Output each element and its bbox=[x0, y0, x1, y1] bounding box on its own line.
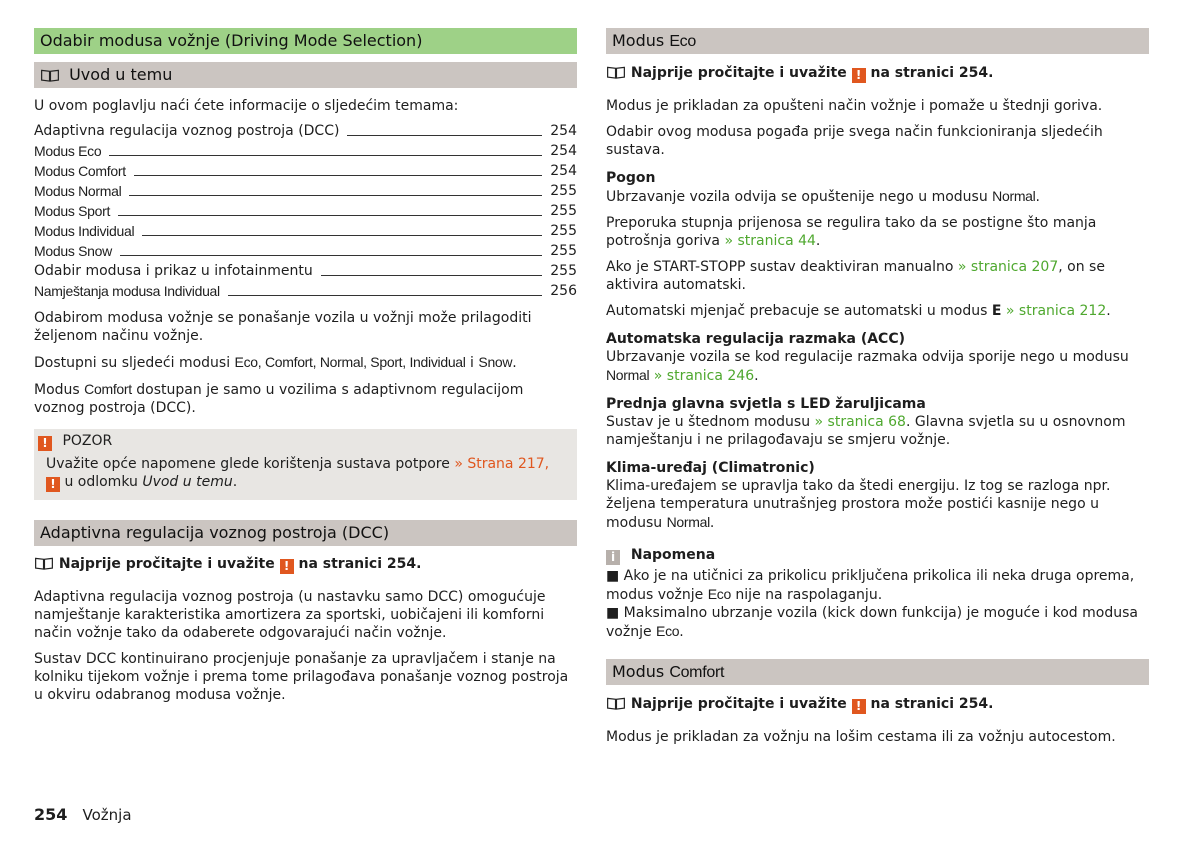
eco-read-first: Najprije pročitajte i uvažite ! na stranici 254. bbox=[606, 64, 1149, 83]
eco-para-2: Odabir ovog modusa pogađa prije svega način funkcioniranja sljedećih sustava. bbox=[606, 124, 1103, 158]
intro-text: U ovom poglavlju naći ćete informacije o sljedećim temama: bbox=[34, 98, 459, 114]
link-stranica-68[interactable]: » stranica 68 bbox=[814, 414, 906, 430]
note-item: ■ Ako je na utičnici za prikolicu priključena prikolica ili neka druga oprema, modus vožnje Eco nije na raspolaganju. bbox=[606, 568, 1135, 603]
book-icon bbox=[34, 557, 54, 570]
dcc-para-1: Adaptivna regulacija voznog postroja (u nastavku samo DCC) omogućuje namještanje karakteristika amortizera za sportski, uobičajeni ili komforni način vožnje tako da odaberete odgovarajući način vožnje. bbox=[34, 589, 546, 641]
toc-item[interactable]: Modus Comfort 254 bbox=[34, 163, 577, 179]
dcc-para-2: Sustav DCC kontinuirano procjenjuje ponašanje za upravljačem i stanje na kolniku tijekom vožnje i prema tome prilagođava ponašanje voznog postroja u okviru odabranog modusa vožnje. bbox=[34, 651, 569, 703]
dcc-read-first: Najprije pročitajte i uvažite ! na stranici 254. bbox=[34, 555, 577, 574]
warning-text: Uvažite opće napomene glede korištenja sustava potpore » Strana 217, ! u odlomku Uvod u temu. bbox=[46, 456, 550, 491]
comfort-para-1: Modus je prikladan za vožnju na lošim cestama ili za vožnju autocestom. bbox=[606, 729, 1116, 745]
note-title-row: i Napomena bbox=[606, 546, 1149, 565]
right-column bbox=[606, 28, 1149, 746]
comfort-heading: Modus Comfort bbox=[606, 659, 1149, 685]
dcc-heading: Adaptivna regulacija voznog postroja (DCC) bbox=[34, 520, 577, 546]
toc-item[interactable]: Modus Snow 255 bbox=[34, 243, 577, 259]
main-heading: Odabir modusa vožnje (Driving Mode Selection) bbox=[34, 28, 577, 54]
warning-icon: ! bbox=[852, 68, 866, 83]
pogon-para-2: Preporuka stupnja prijenosa se regulira tako da se postigne što manja potrošnja goriva » stranica 44. bbox=[606, 215, 1097, 249]
toc-item[interactable]: Odabir modusa i prikaz u infotainmentu 255 bbox=[34, 263, 577, 279]
link-stranica-212[interactable]: » stranica 212 bbox=[1005, 303, 1107, 319]
eco-heading: Modus Eco bbox=[606, 28, 1149, 54]
eco-para-1: Modus je prikladan za opušteni način vožnje i pomaže u štednji goriva. bbox=[606, 98, 1103, 114]
warning-icon: ! bbox=[280, 559, 294, 574]
warning-icon: ! bbox=[46, 477, 60, 492]
pogon-para-1: Ubrzavanje vozila odvija se opuštenije nego u modusu Normal. bbox=[606, 188, 1040, 205]
led-title: Prednja glavna svjetla s LED žaruljicama bbox=[606, 396, 926, 412]
pogon-para-3: Ako je START-STOPP sustav deaktiviran manualno » stranica 207, on se aktivira automatski. bbox=[606, 259, 1105, 293]
link-stranica-44[interactable]: » stranica 44 bbox=[724, 233, 816, 249]
footer-section: Vožnja bbox=[82, 806, 132, 824]
para-modes: Dostupni su sljedeći modusi Eco, Comfort, Normal, Sport, Individual i Snow. bbox=[34, 354, 517, 371]
note-item: ■ Maksimalno ubrzanje vozila (kick down funkcija) je moguće i kod modusa vožnje Eco. bbox=[606, 605, 1138, 640]
page-footer bbox=[34, 805, 132, 824]
warning-link[interactable]: » Strana 217, bbox=[454, 456, 550, 472]
page-number: 254 bbox=[34, 805, 68, 824]
link-stranica-246[interactable]: » stranica 246 bbox=[653, 368, 755, 384]
para-adapt: Odabirom modusa vožnje se ponašanje vozila u vožnji može prilagoditi željenom načinu vožnje. bbox=[34, 310, 532, 344]
book-icon bbox=[606, 697, 626, 710]
klima-para: Klima-uređajem se upravlja tako da štedi energiju. Iz tog se razloga npr. željena temperatura unutrašnjeg prostora može postići kasnije nego u modusu Normal. bbox=[606, 478, 1111, 531]
toc-item[interactable]: Modus Normal 255 bbox=[34, 183, 577, 199]
pogon-title: Pogon bbox=[606, 170, 656, 186]
klima-title: Klima-uređaj (Climatronic) bbox=[606, 460, 815, 476]
book-icon bbox=[40, 69, 60, 82]
left-column bbox=[34, 28, 577, 704]
toc-item[interactable]: Namještanja modusa Individual 256 bbox=[34, 283, 577, 299]
toc-list bbox=[34, 121, 577, 301]
toc-item[interactable]: Modus Individual 255 bbox=[34, 223, 577, 239]
acc-title: Automatska regulacija razmaka (ACC) bbox=[606, 331, 906, 347]
warning-icon: ! bbox=[852, 699, 866, 714]
para-comfort: Modus Comfort dostupan je samo u vozilima s adaptivnom regulacijom voznog postroja (DCC). bbox=[34, 381, 524, 416]
toc-item[interactable]: Modus Eco 254 bbox=[34, 143, 577, 159]
comfort-read-first: Najprije pročitajte i uvažite ! na stranici 254. bbox=[606, 695, 1149, 714]
info-icon: i bbox=[606, 550, 620, 565]
toc-item[interactable]: Adaptivna regulacija voznog postroja (DCC) 254 bbox=[34, 123, 577, 139]
pogon-para-4: Automatski mjenjač prebacuje se automatski u modus E » stranica 212. bbox=[606, 303, 1111, 319]
book-icon bbox=[606, 66, 626, 79]
warning-title-row: ! POZOR bbox=[34, 432, 567, 451]
led-para: Sustav je u štednom modusu » stranica 68. Glavna svjetla su u osnovnom namještanju i ne prilagođavaju se smjeru vožnje. bbox=[606, 414, 1126, 448]
acc-para: Ubrzavanje vozila se kod regulacije razmaka odvija sporije nego u modusu Normal » stranica 246. bbox=[606, 349, 1129, 384]
warning-icon: ! bbox=[38, 436, 52, 451]
toc-item[interactable]: Modus Sport 255 bbox=[34, 203, 577, 219]
intro-heading: Uvod u temu bbox=[34, 62, 577, 88]
warning-box bbox=[34, 429, 577, 500]
note-box bbox=[606, 546, 1149, 641]
link-stranica-207[interactable]: » stranica 207 bbox=[957, 259, 1059, 275]
